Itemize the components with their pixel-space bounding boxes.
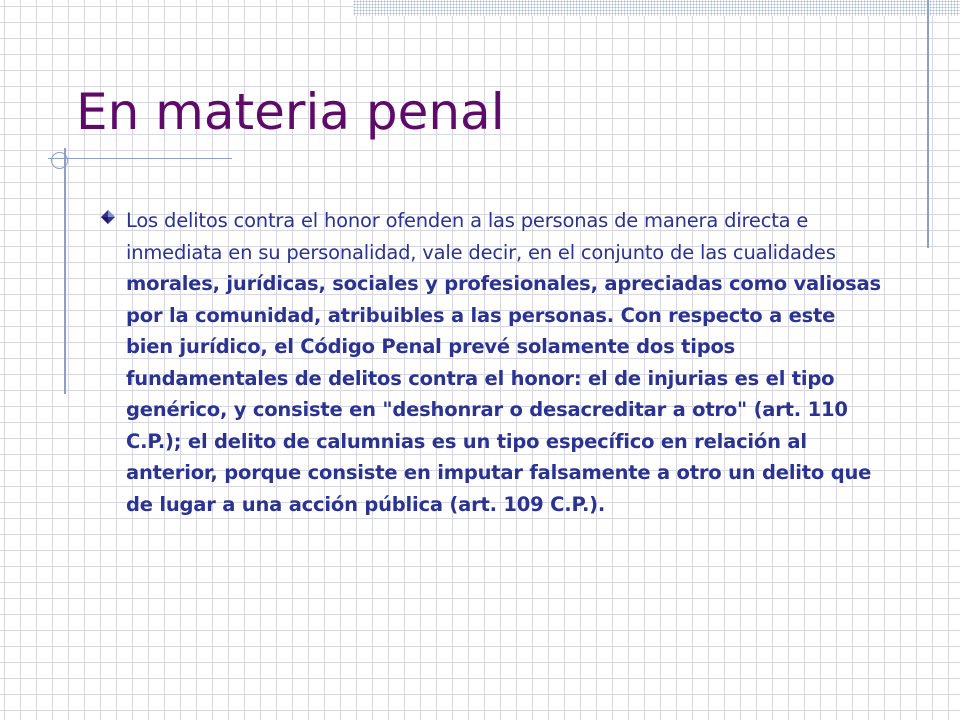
title-underline-rule — [48, 158, 232, 159]
bullet-item — [100, 205, 882, 520]
title-circle-ornament — [51, 152, 68, 169]
top-decorative-band — [353, 0, 960, 16]
left-decorative-line — [64, 148, 66, 394]
right-decorative-line — [927, 0, 929, 248]
slide-title: En materia penal — [76, 83, 505, 141]
diamond-bullet-icon — [100, 207, 126, 233]
bullet-text — [126, 205, 882, 520]
bullet-text-regular: Los delitos contra el honor ofenden a las personas de manera directa e inmediata en su personalidad, vale decir, en el conjunto de las cualidades — [126, 209, 836, 264]
bullet-text-bold: morales, jurídicas, sociales y profesionales, apreciadas como valiosas por la comunidad, atribuibles a las personas. Con respecto a este bien jurídico, el Código Penal prevé solamente dos tipos fundamentales de delitos contra el honor: el de injurias es el tipo genérico, y consiste en "deshonrar o desacreditar a otro" (art. 110 C.P.); el delito de calumnias es un tipo específico en relación al anterior, porque consiste en imputar falsamente a otro un delito que de lugar a una acción pública (art. 109 C.P.). — [126, 272, 881, 516]
